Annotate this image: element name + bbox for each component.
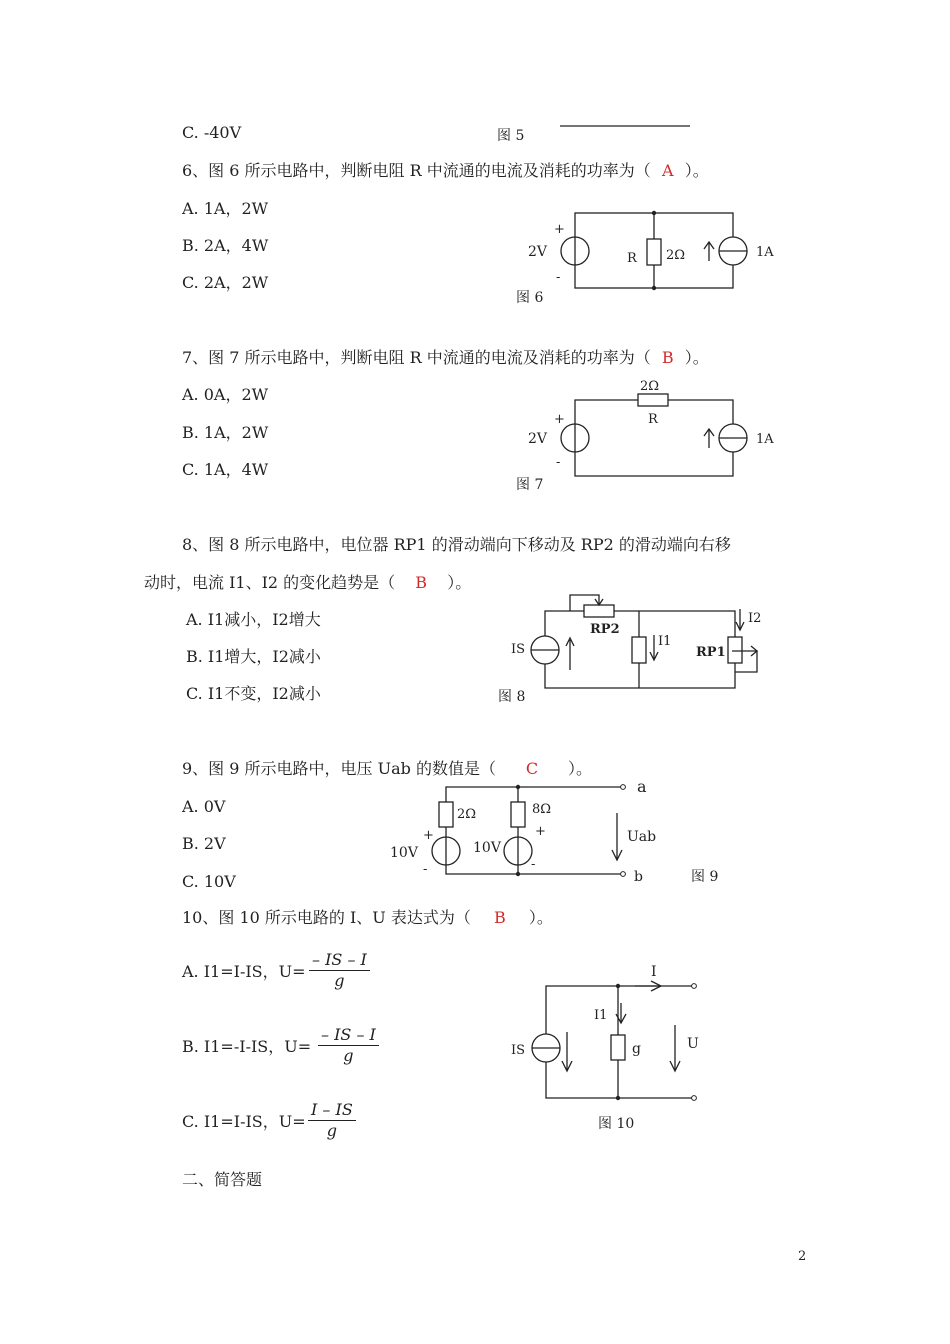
q7-option-c: C. 1A，4W [182,460,269,479]
fig9-caption: 图 9 [691,869,719,885]
svg-text:I1: I1 [594,1008,608,1023]
fig5-caption: 图 5 [497,128,525,144]
q7-answer: B [661,348,674,367]
q7-option-b: B. 1A，2W [182,423,269,442]
svg-text:Uab: Uab [627,829,657,845]
svg-text:R: R [648,412,658,427]
svg-text:1A: 1A [756,432,774,447]
svg-text:2Ω: 2Ω [666,248,686,263]
fig6-caption: 图 6 [516,290,544,306]
q10-option-a-fraction: $\frac{- IS - I}{g}$ [309,950,370,991]
svg-text:b: b [634,869,643,885]
fig7-caption: 图 7 [516,477,544,493]
q10-option-c-fraction: $\frac{I - IS}{g}$ [308,1100,356,1141]
q9-option-c: C. 10V [182,872,236,891]
fig10-caption: 图 10 [598,1116,635,1132]
svg-text:IS: IS [511,642,526,657]
svg-text:2Ω: 2Ω [640,379,660,394]
svg-text:U: U [687,1036,699,1052]
svg-text:I: I [651,964,657,980]
q7-option-a: A. 0A，2W [182,385,269,404]
fig7-circuit [510,375,790,485]
q6-question: 6、图 6 所示电路中，判断电阻 R 中流通的电流及消耗的功率为（ A ）。 [182,161,709,180]
q6-option-a: A. 1A，2W [182,199,269,218]
q8-option-b: B. I1增大，I2减小 [186,647,321,666]
svg-text:2V: 2V [528,431,548,447]
q8-question-line1: 8、图 8 所示电路中，电位器 RP1 的滑动端向下移动及 RP2 的滑动端向右移 [182,535,731,554]
fig9-circuit [385,775,685,885]
svg-text:R: R [627,251,637,266]
q9-option-a: A. 0V [182,797,226,816]
svg-text:+: + [554,222,565,237]
svg-text:+: + [423,828,434,843]
q10-option-c-label: C. I1=I-IS，U= [182,1112,306,1131]
svg-text:+: + [554,412,565,427]
svg-text:2Ω: 2Ω [457,807,477,822]
q10-option-a-label: A. I1=I-IS，U= [182,962,306,981]
q8-question-line2: 动时，电流 I1、I2 的变化趋势是（ B ）。 [144,573,472,592]
q10-answer: B [493,908,506,927]
q10-option-b-label: B. I1=-I-IS，U= [182,1037,312,1056]
section2-title: 二、简答题 [182,1170,263,1189]
svg-text:I1: I1 [658,634,672,649]
svg-text:10V: 10V [473,840,501,856]
q8-option-a: A. I1减小，I2增大 [186,610,321,629]
svg-text:+: + [535,824,546,839]
page-number: 2 [798,1249,807,1264]
fig8-circuit [500,585,790,695]
fig10-circuit [505,960,715,1105]
q7-question: 7、图 7 所示电路中，判断电阻 R 中流通的电流及消耗的功率为（ B ）。 [182,348,709,367]
svg-text:-: - [423,862,428,877]
q6-option-b: B. 2A，4W [182,236,269,255]
svg-text:8Ω: 8Ω [532,802,552,817]
svg-text:-: - [556,270,561,285]
svg-text:RP2: RP2 [590,622,620,637]
svg-text:-: - [531,857,536,872]
svg-text:IS: IS [511,1043,526,1058]
svg-text:a: a [637,777,647,796]
q6-answer: A [661,161,674,180]
q9-answer: C [525,759,539,778]
fig6-circuit [510,205,790,310]
q9-option-b: B. 2V [182,834,226,853]
q10-question: 10、图 10 所示电路的 I、U 表达式为（ B ）。 [182,908,553,927]
svg-text:g: g [632,1041,641,1057]
svg-text:1A: 1A [756,245,774,260]
svg-text:-: - [556,455,561,470]
svg-text:RP1: RP1 [696,645,726,660]
svg-text:10V: 10V [390,845,418,861]
q9-question: 9、图 9 所示电路中，电压 Uab 的数值是（ C ）。 [182,759,592,778]
q8-answer: B [415,573,428,592]
svg-text:2V: 2V [528,244,548,260]
q8-option-c: C. I1不变，I2减小 [186,684,321,703]
q5-option-c: C. -40V [182,123,242,142]
fig5-wire-remnant [560,120,692,130]
q6-option-c: C. 2A，2W [182,273,269,292]
svg-text:I2: I2 [748,611,762,626]
fig8-caption: 图 8 [498,689,526,705]
q10-option-b-fraction: $\frac{- IS - I}{g}$ [318,1025,379,1066]
